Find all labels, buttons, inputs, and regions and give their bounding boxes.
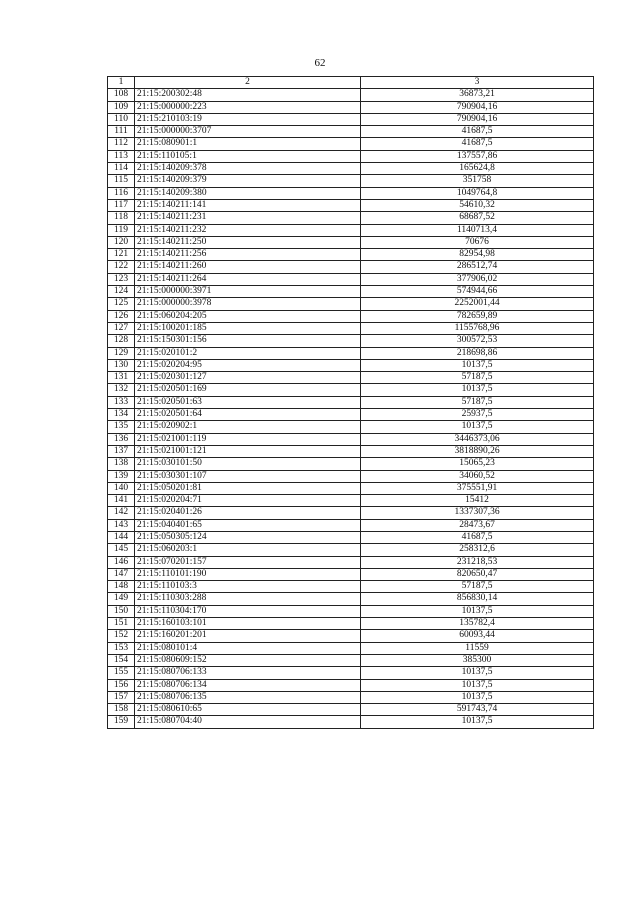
value-cell: 15065,23 <box>361 458 594 470</box>
cadastral-number-cell: 21:15:000000:3978 <box>135 298 361 310</box>
row-number-cell: 142 <box>108 507 135 519</box>
cadastral-number-cell: 21:15:140211:141 <box>135 199 361 211</box>
table-row <box>108 556 594 568</box>
value-cell: 385300 <box>361 654 594 666</box>
cadastral-number-cell: 21:15:100201:185 <box>135 322 361 334</box>
row-number-cell: 115 <box>108 175 135 187</box>
cadastral-number-cell: 21:15:110105:1 <box>135 150 361 162</box>
row-number-cell: 116 <box>108 187 135 199</box>
table-row <box>108 212 594 224</box>
row-number-cell: 138 <box>108 458 135 470</box>
value-cell: 34060,52 <box>361 470 594 482</box>
value-cell: 218698,86 <box>361 347 594 359</box>
table-row <box>108 654 594 666</box>
value-cell: 856830,14 <box>361 593 594 605</box>
value-cell: 377906,02 <box>361 273 594 285</box>
value-cell: 10137,5 <box>361 716 594 728</box>
row-number-cell: 144 <box>108 531 135 543</box>
row-number-cell: 146 <box>108 556 135 568</box>
row-number-cell: 126 <box>108 310 135 322</box>
table-row <box>108 691 594 703</box>
table-row <box>108 322 594 334</box>
row-number-cell: 148 <box>108 581 135 593</box>
cadastral-number-cell: 21:15:200302:48 <box>135 89 361 101</box>
cadastral-number-cell: 21:15:110103:3 <box>135 581 361 593</box>
cadastral-number-cell: 21:15:080706:135 <box>135 691 361 703</box>
cadastral-number-cell: 21:15:160103:101 <box>135 618 361 630</box>
value-cell: 28473,67 <box>361 519 594 531</box>
row-number-cell: 122 <box>108 261 135 273</box>
cadastral-number-cell: 21:15:140211:256 <box>135 249 361 261</box>
table-row <box>108 667 594 679</box>
table-row <box>108 568 594 580</box>
cadastral-number-cell: 21:15:020204:71 <box>135 495 361 507</box>
table-row <box>108 716 594 728</box>
cadastral-number-cell: 21:15:021001:119 <box>135 433 361 445</box>
row-number-cell: 159 <box>108 716 135 728</box>
row-number-cell: 119 <box>108 224 135 236</box>
table-row <box>108 421 594 433</box>
table-row <box>108 519 594 531</box>
cadastral-number-cell: 21:15:020902:1 <box>135 421 361 433</box>
cadastral-number-cell: 21:15:000000:3971 <box>135 286 361 298</box>
row-number-cell: 139 <box>108 470 135 482</box>
table-row <box>108 482 594 494</box>
cadastral-number-cell: 21:15:110303:288 <box>135 593 361 605</box>
row-number-cell: 109 <box>108 101 135 113</box>
row-number-cell: 140 <box>108 482 135 494</box>
value-cell: 231218,53 <box>361 556 594 568</box>
cadastral-number-cell: 21:15:140211:231 <box>135 212 361 224</box>
row-number-cell: 158 <box>108 704 135 716</box>
column-header-2: 2 <box>135 77 361 89</box>
table-row <box>108 187 594 199</box>
table-row <box>108 531 594 543</box>
value-cell: 591743,74 <box>361 704 594 716</box>
cadastral-number-cell: 21:15:000000:223 <box>135 101 361 113</box>
page-number: 62 <box>314 57 326 69</box>
value-cell: 36873,21 <box>361 89 594 101</box>
value-cell: 375551,91 <box>361 482 594 494</box>
table-row <box>108 286 594 298</box>
cadastral-number-cell: 21:15:020401:26 <box>135 507 361 519</box>
value-cell: 820650,47 <box>361 568 594 580</box>
table-row <box>108 507 594 519</box>
cadastral-number-cell: 21:15:080706:133 <box>135 667 361 679</box>
cadastral-number-cell: 21:15:020501:64 <box>135 409 361 421</box>
row-number-cell: 108 <box>108 89 135 101</box>
table-row <box>108 593 594 605</box>
table-row <box>108 544 594 556</box>
table-row <box>108 89 594 101</box>
table-row <box>108 384 594 396</box>
row-number-cell: 135 <box>108 421 135 433</box>
row-number-cell: 112 <box>108 138 135 150</box>
value-cell: 3446373,06 <box>361 433 594 445</box>
cadastral-number-cell: 21:15:020501:169 <box>135 384 361 396</box>
table-body <box>108 77 594 729</box>
value-cell: 351758 <box>361 175 594 187</box>
row-number-cell: 110 <box>108 113 135 125</box>
table-row <box>108 433 594 445</box>
value-cell: 2252001,44 <box>361 298 594 310</box>
table-row <box>108 618 594 630</box>
row-number-cell: 125 <box>108 298 135 310</box>
table-row <box>108 113 594 125</box>
cadastral-number-cell: 21:15:000000:3707 <box>135 126 361 138</box>
cadastral-number-cell: 21:15:040401:65 <box>135 519 361 531</box>
value-cell: 57187,5 <box>361 396 594 408</box>
cadastral-number-cell: 21:15:020501:63 <box>135 396 361 408</box>
value-cell: 137557,86 <box>361 150 594 162</box>
table-row <box>108 273 594 285</box>
table-row <box>108 101 594 113</box>
row-number-cell: 118 <box>108 212 135 224</box>
row-number-cell: 120 <box>108 236 135 248</box>
table-row <box>108 298 594 310</box>
value-cell: 1337307,36 <box>361 507 594 519</box>
table-row <box>108 372 594 384</box>
value-cell: 68687,52 <box>361 212 594 224</box>
cadastral-number-cell: 21:15:210103:19 <box>135 113 361 125</box>
table-row <box>108 605 594 617</box>
table-row <box>108 445 594 457</box>
cadastral-number-cell: 21:15:030101:50 <box>135 458 361 470</box>
cadastral-number-cell: 21:15:080706:134 <box>135 679 361 691</box>
value-cell: 165624,8 <box>361 163 594 175</box>
value-cell: 82954,98 <box>361 249 594 261</box>
table-row <box>108 175 594 187</box>
value-cell: 41687,5 <box>361 531 594 543</box>
row-number-cell: 128 <box>108 335 135 347</box>
cadastral-number-cell: 21:15:140211:264 <box>135 273 361 285</box>
value-cell: 10137,5 <box>361 384 594 396</box>
row-number-cell: 153 <box>108 642 135 654</box>
cadastral-number-cell: 21:15:140211:250 <box>135 236 361 248</box>
value-cell: 57187,5 <box>361 581 594 593</box>
table-row <box>108 249 594 261</box>
row-number-cell: 149 <box>108 593 135 605</box>
table-row <box>108 335 594 347</box>
row-number-cell: 141 <box>108 495 135 507</box>
table-row <box>108 679 594 691</box>
row-number-cell: 150 <box>108 605 135 617</box>
cadastral-number-cell: 21:15:030301:107 <box>135 470 361 482</box>
value-cell: 10137,5 <box>361 691 594 703</box>
cadastral-number-cell: 21:15:080704:40 <box>135 716 361 728</box>
cadastral-number-cell: 21:15:140209:378 <box>135 163 361 175</box>
value-cell: 300572,53 <box>361 335 594 347</box>
value-cell: 1155768,96 <box>361 322 594 334</box>
row-number-cell: 127 <box>108 322 135 334</box>
cadastral-number-cell: 21:15:050201:81 <box>135 482 361 494</box>
row-number-cell: 156 <box>108 679 135 691</box>
table-row <box>108 630 594 642</box>
table-row <box>108 359 594 371</box>
row-number-cell: 151 <box>108 618 135 630</box>
table-row <box>108 495 594 507</box>
value-cell: 790904,16 <box>361 101 594 113</box>
row-number-cell: 155 <box>108 667 135 679</box>
table-row <box>108 642 594 654</box>
value-cell: 10137,5 <box>361 679 594 691</box>
row-number-cell: 143 <box>108 519 135 531</box>
value-cell: 41687,5 <box>361 138 594 150</box>
value-cell: 790904,16 <box>361 113 594 125</box>
column-header-3: 3 <box>361 77 594 89</box>
value-cell: 782659,89 <box>361 310 594 322</box>
table-row <box>108 458 594 470</box>
table-row <box>108 409 594 421</box>
cadastral-number-cell: 21:15:020301:127 <box>135 372 361 384</box>
cadastral-number-cell: 21:15:021001:121 <box>135 445 361 457</box>
row-number-cell: 114 <box>108 163 135 175</box>
row-number-cell: 154 <box>108 654 135 666</box>
cadastral-number-cell: 21:15:070201:157 <box>135 556 361 568</box>
cadastral-number-cell: 21:15:060204:205 <box>135 310 361 322</box>
value-cell: 57187,5 <box>361 372 594 384</box>
table-row <box>108 236 594 248</box>
value-cell: 3818890,26 <box>361 445 594 457</box>
cadastral-number-cell: 21:15:110101:190 <box>135 568 361 580</box>
table-header-row <box>108 77 594 89</box>
value-cell: 1049764,8 <box>361 187 594 199</box>
table-row <box>108 347 594 359</box>
value-cell: 574944,66 <box>361 286 594 298</box>
cadastral-number-cell: 21:15:080901:1 <box>135 138 361 150</box>
value-cell: 10137,5 <box>361 359 594 371</box>
row-number-cell: 136 <box>108 433 135 445</box>
row-number-cell: 145 <box>108 544 135 556</box>
cadastral-number-cell: 21:15:110304:170 <box>135 605 361 617</box>
cadastral-number-cell: 21:15:140209:380 <box>135 187 361 199</box>
row-number-cell: 111 <box>108 126 135 138</box>
table-row <box>108 470 594 482</box>
row-number-cell: 129 <box>108 347 135 359</box>
table-row <box>108 581 594 593</box>
cadastral-number-cell: 21:15:140209:379 <box>135 175 361 187</box>
value-cell: 60093,44 <box>361 630 594 642</box>
row-number-cell: 152 <box>108 630 135 642</box>
cadastral-number-cell: 21:15:160201:201 <box>135 630 361 642</box>
row-number-cell: 157 <box>108 691 135 703</box>
cadastral-number-cell: 21:15:060203:1 <box>135 544 361 556</box>
row-number-cell: 123 <box>108 273 135 285</box>
row-number-cell: 133 <box>108 396 135 408</box>
value-cell: 41687,5 <box>361 126 594 138</box>
value-cell: 10137,5 <box>361 421 594 433</box>
cadastral-number-cell: 21:15:140211:260 <box>135 261 361 273</box>
value-cell: 54610,32 <box>361 199 594 211</box>
cadastral-number-cell: 21:15:140211:232 <box>135 224 361 236</box>
cadastral-number-cell: 21:15:050305:124 <box>135 531 361 543</box>
cadastral-number-cell: 21:15:080610:65 <box>135 704 361 716</box>
row-number-cell: 147 <box>108 568 135 580</box>
table-row <box>108 163 594 175</box>
value-cell: 11559 <box>361 642 594 654</box>
row-number-cell: 131 <box>108 372 135 384</box>
table-row <box>108 704 594 716</box>
table-row <box>108 126 594 138</box>
value-cell: 70676 <box>361 236 594 248</box>
table-row <box>108 310 594 322</box>
value-cell: 1140713,4 <box>361 224 594 236</box>
column-header-1: 1 <box>108 77 135 89</box>
table-row <box>108 224 594 236</box>
table-row <box>108 138 594 150</box>
cadastral-number-cell: 21:15:080101:4 <box>135 642 361 654</box>
value-cell: 15412 <box>361 495 594 507</box>
table-row <box>108 396 594 408</box>
value-cell: 10137,5 <box>361 605 594 617</box>
table-row <box>108 261 594 273</box>
table-row <box>108 150 594 162</box>
value-cell: 135782,4 <box>361 618 594 630</box>
row-number-cell: 124 <box>108 286 135 298</box>
value-cell: 258312,6 <box>361 544 594 556</box>
row-number-cell: 121 <box>108 249 135 261</box>
row-number-cell: 134 <box>108 409 135 421</box>
value-cell: 25937,5 <box>361 409 594 421</box>
cadastral-table <box>107 76 594 729</box>
value-cell: 10137,5 <box>361 667 594 679</box>
cadastral-number-cell: 21:15:150301:156 <box>135 335 361 347</box>
cadastral-number-cell: 21:15:020204:95 <box>135 359 361 371</box>
row-number-cell: 117 <box>108 199 135 211</box>
row-number-cell: 130 <box>108 359 135 371</box>
table-row <box>108 199 594 211</box>
cadastral-number-cell: 21:15:020101:2 <box>135 347 361 359</box>
cadastral-number-cell: 21:15:080609:152 <box>135 654 361 666</box>
row-number-cell: 137 <box>108 445 135 457</box>
row-number-cell: 132 <box>108 384 135 396</box>
row-number-cell: 113 <box>108 150 135 162</box>
value-cell: 286512,74 <box>361 261 594 273</box>
